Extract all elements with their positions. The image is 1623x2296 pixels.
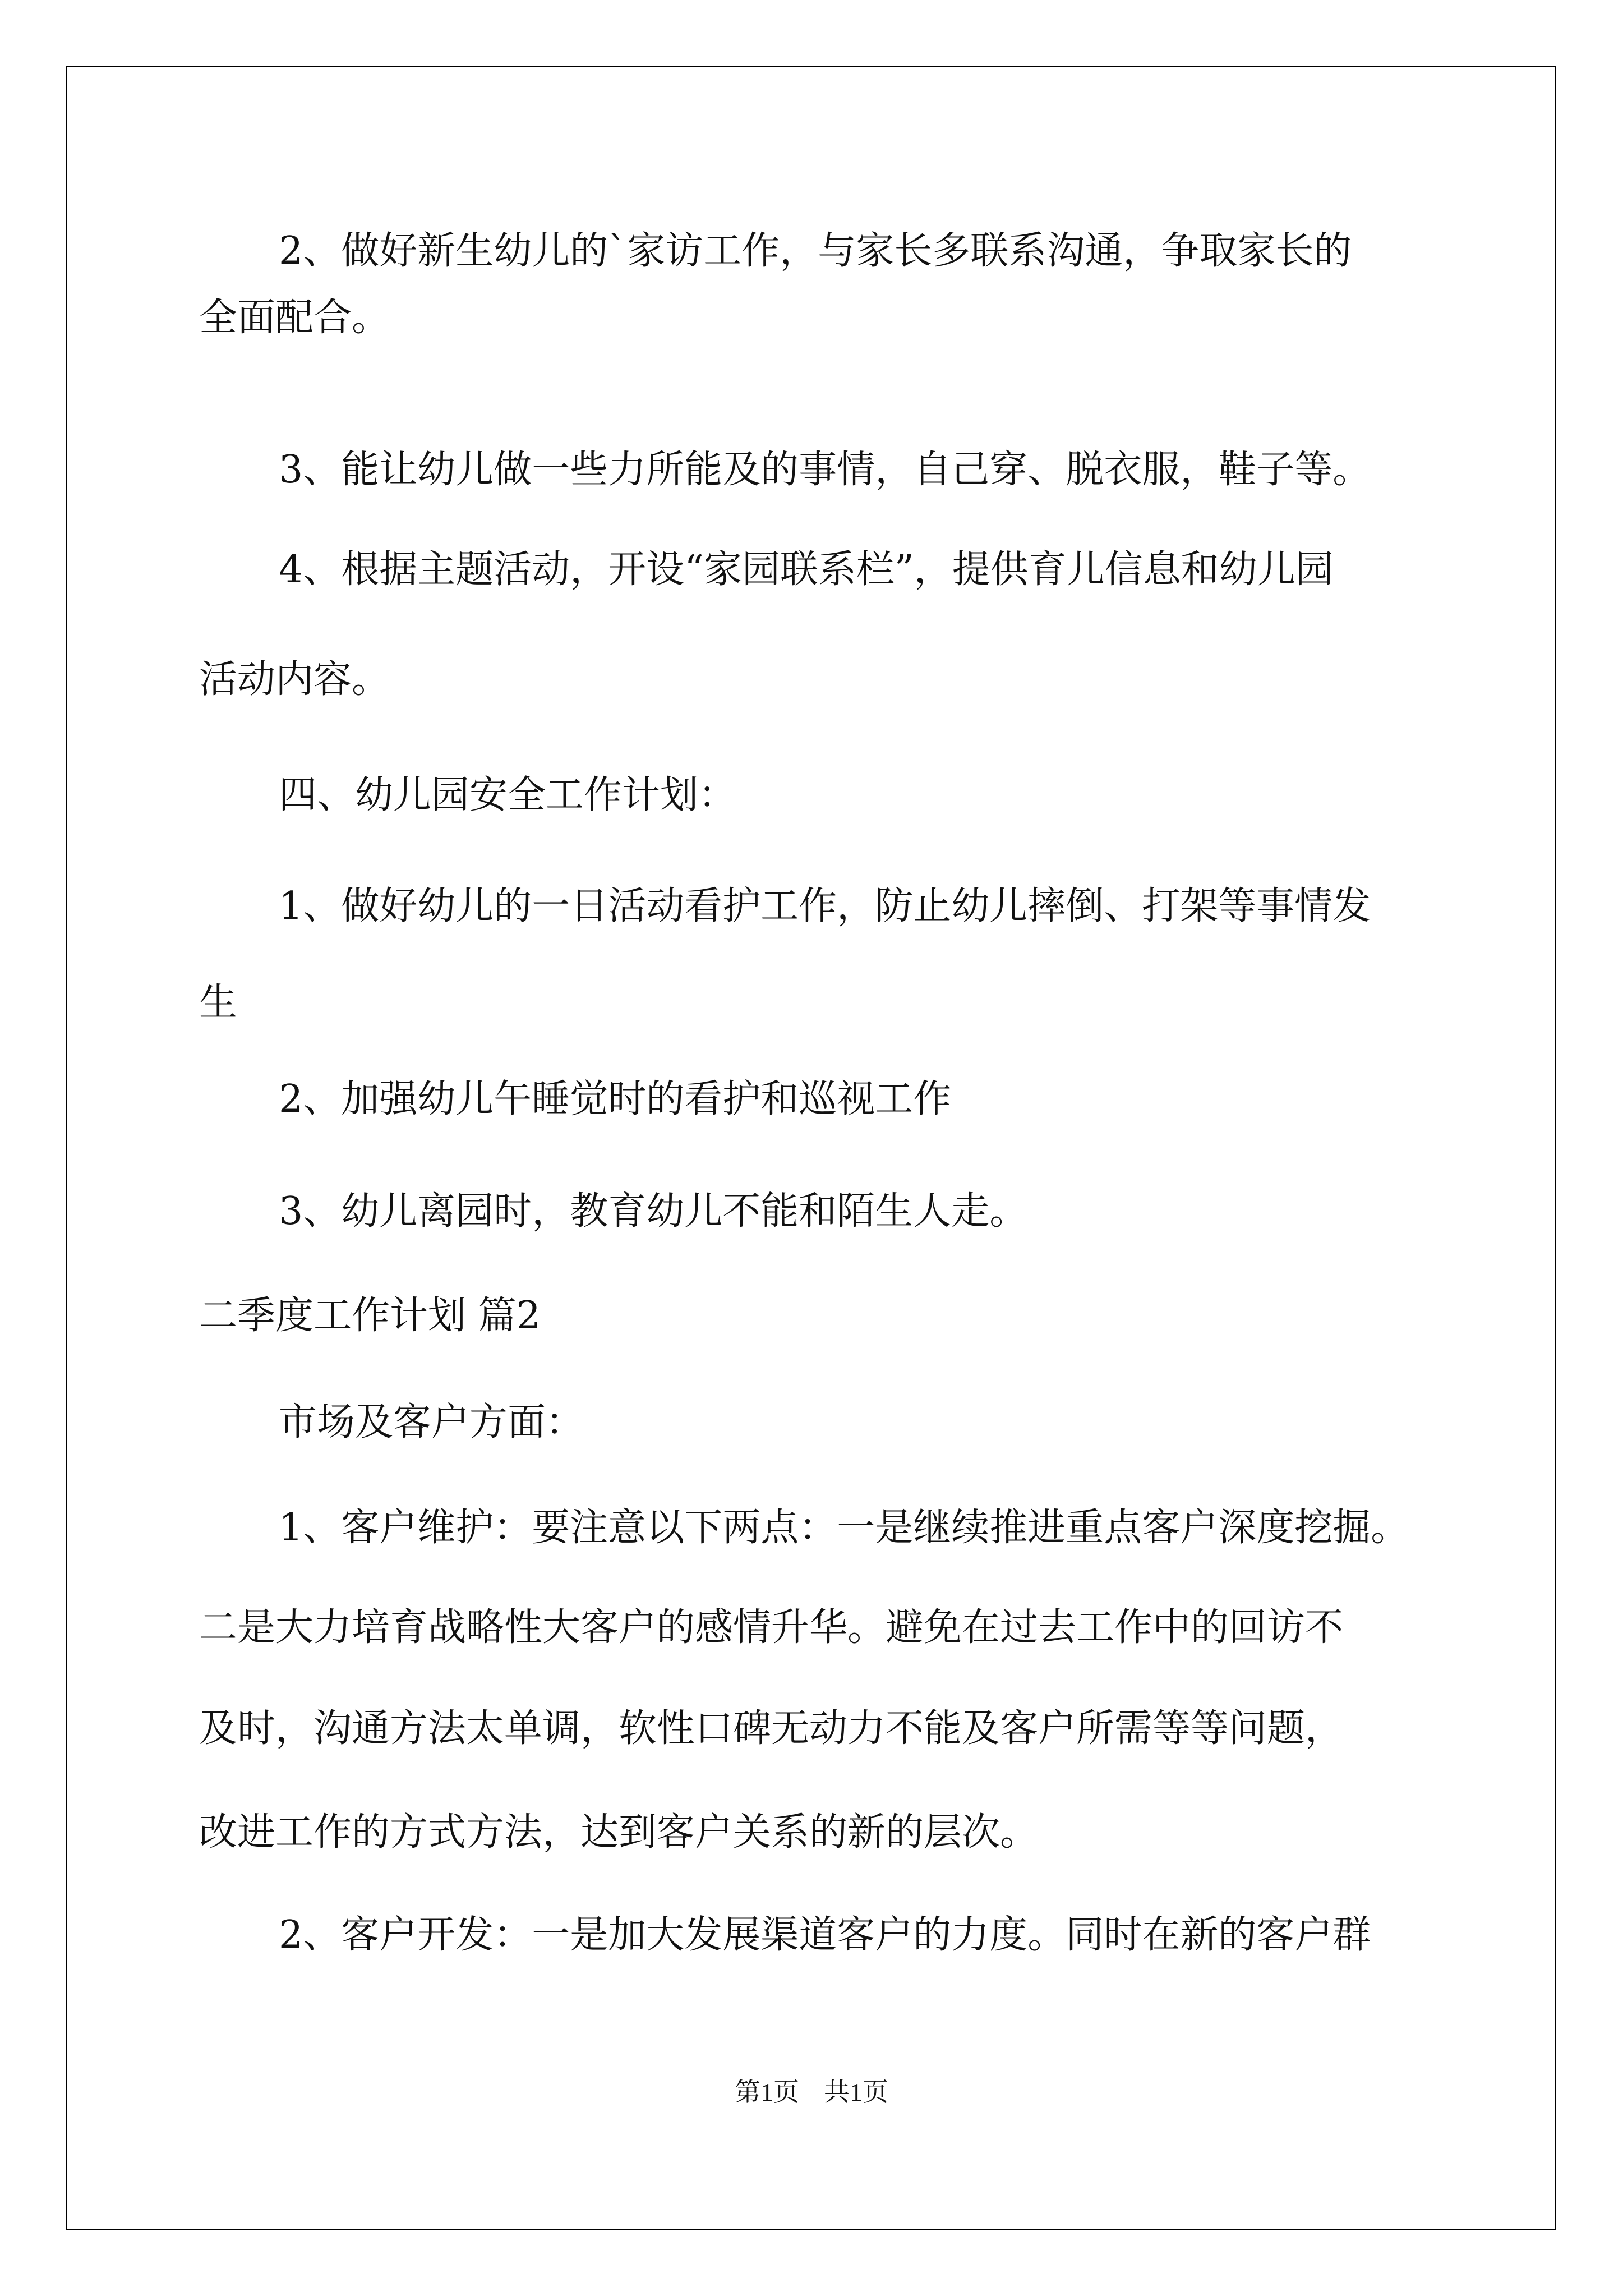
page-number: 第1页 [735, 2078, 799, 2106]
paragraph-line: 2、客户开发：一是加大发展渠道客户的力度。同时在新的客户群 [279, 1913, 1371, 1957]
section-heading: 市场及客户方面： [279, 1400, 584, 1444]
document-heading: 二季度工作计划 篇2 [199, 1294, 541, 1338]
section-heading: 四、幼儿园安全工作计划： [279, 773, 737, 817]
page-footer [0, 2076, 1623, 2109]
paragraph-line: 1、做好幼儿的一日活动看护工作，防止幼儿摔倒、打架等事情发 [279, 884, 1371, 928]
paragraph-line: 2、做好新生幼儿的`家访工作，与家长多联系沟通，争取家长的 [279, 229, 1352, 273]
paragraph-line: 3、幼儿离园时，教育幼儿不能和陌生人走。 [279, 1189, 1028, 1234]
paragraph-line: 2、加强幼儿午睡觉时的看护和巡视工作 [279, 1077, 952, 1121]
page-border [66, 66, 1556, 2230]
paragraph-line: 二是大力培育战略性大客户的感情升华。避免在过去工作中的回访不 [199, 1605, 1344, 1650]
page-total: 共1页 [824, 2078, 888, 2106]
paragraph-line: 及时，沟通方法太单调，软性口碑无动力不能及客户所需等等问题， [199, 1706, 1344, 1751]
paragraph-line: 3、能让幼儿做一些力所能及的事情，自己穿、脱衣服，鞋子等。 [279, 448, 1371, 492]
paragraph-line: 改进工作的方式方法，达到客户关系的新的层次。 [199, 1810, 1039, 1855]
paragraph-line: 生 [199, 981, 238, 1025]
paragraph-line: 1、客户维护：要注意以下两点：一是继续推进重点客户深度挖掘。 [279, 1506, 1409, 1550]
paragraph-line: 4、根据主题活动，开设“家园联系栏”，提供育儿信息和幼儿园 [279, 547, 1334, 592]
paragraph-line: 活动内容。 [199, 657, 390, 702]
paragraph-line: 全面配合。 [199, 296, 390, 340]
